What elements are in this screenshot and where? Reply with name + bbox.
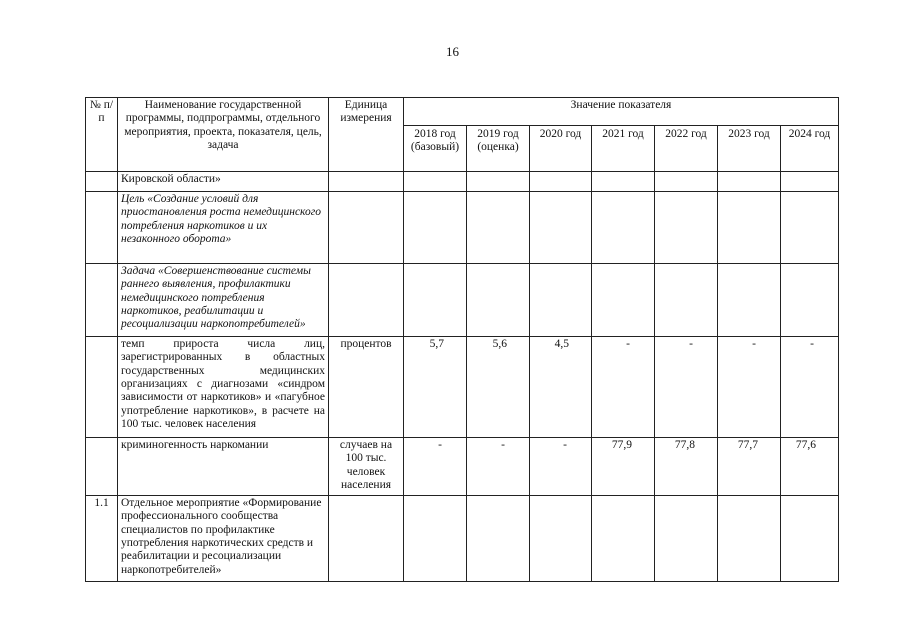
value-cell xyxy=(592,172,655,192)
header-num: № п/п xyxy=(86,98,118,172)
value-cell xyxy=(530,172,592,192)
value-cell xyxy=(592,264,655,337)
row-name: Кировской области» xyxy=(118,172,329,192)
header-row xyxy=(86,98,839,126)
value-cell: 5,7 xyxy=(404,337,467,438)
value-cell xyxy=(592,192,655,264)
row-unit xyxy=(329,172,404,192)
header-name: Наименование государственной программы, подпрограммы, отдельного мероприятия, проекта, показателя, цель, задача xyxy=(118,98,329,172)
year-label: 2024 год xyxy=(788,128,831,140)
year-label: 2020 год xyxy=(539,128,582,140)
table-row xyxy=(86,496,839,582)
row-number: 1.1 xyxy=(86,496,118,582)
value-cell xyxy=(404,496,467,582)
row-unit: процентов xyxy=(329,337,404,438)
year-header xyxy=(592,126,655,172)
value-cell xyxy=(655,192,718,264)
page-number: 16 xyxy=(446,44,459,59)
row-name: Цель «Создание условий для приостановления роста немедицинского потребления наркотиков и их незаконного оборота» xyxy=(118,192,329,264)
value-cell xyxy=(781,496,839,582)
year-label: 2022 год xyxy=(665,128,707,140)
year-note: (базовый) xyxy=(410,141,460,154)
row-unit xyxy=(329,192,404,264)
year-label: 2023 год xyxy=(728,128,770,140)
header-unit: Единица измерения xyxy=(329,98,404,172)
year-header xyxy=(467,126,530,172)
value-cell xyxy=(655,496,718,582)
row-number xyxy=(86,192,118,264)
row-unit xyxy=(329,264,404,337)
value-cell xyxy=(718,192,781,264)
value-cell xyxy=(592,496,655,582)
value-cell xyxy=(404,172,467,192)
table-row xyxy=(86,264,839,337)
value-cell xyxy=(467,496,530,582)
value-cell: 5,6 xyxy=(467,337,530,438)
row-number xyxy=(86,264,118,337)
value-cell: - xyxy=(718,337,781,438)
value-cell: 77,6 xyxy=(781,438,839,496)
year-label: 2019 год xyxy=(477,128,519,140)
value-cell: 77,7 xyxy=(718,438,781,496)
value-cell xyxy=(781,172,839,192)
year-label: 2021 год xyxy=(602,128,644,140)
value-cell: - xyxy=(404,438,467,496)
value-cell xyxy=(467,264,530,337)
value-cell: 77,8 xyxy=(655,438,718,496)
value-cell: - xyxy=(781,337,839,438)
row-unit: случаев на 100 тыс. человек населения xyxy=(329,438,404,496)
table-row xyxy=(86,192,839,264)
table-row xyxy=(86,438,839,496)
row-number xyxy=(86,172,118,192)
value-cell xyxy=(781,264,839,337)
row-number xyxy=(86,438,118,496)
value-cell: - xyxy=(655,337,718,438)
value-cell: - xyxy=(592,337,655,438)
row-unit xyxy=(329,496,404,582)
value-cell: - xyxy=(467,438,530,496)
value-cell xyxy=(781,192,839,264)
indicators-table xyxy=(85,97,839,582)
value-cell xyxy=(467,172,530,192)
value-cell xyxy=(655,172,718,192)
row-name: Задача «Совершенствование системы раннего выявления, профилактики немедицинского потребления наркотиков, реабилитации и ресоциализации наркопотребителей» xyxy=(118,264,329,337)
year-note: (оценка) xyxy=(477,141,519,154)
value-cell xyxy=(530,192,592,264)
value-cell xyxy=(530,496,592,582)
year-header xyxy=(781,126,839,172)
value-cell xyxy=(404,264,467,337)
table-row xyxy=(86,337,839,438)
value-cell xyxy=(467,192,530,264)
value-cell xyxy=(718,496,781,582)
table-row xyxy=(86,172,839,192)
row-name: темп прироста числа лиц, зарегистрированных в областных государственных медицинских организациях с диагнозами «синдром зависимости от наркотиков» и «пагубное употребление наркотиков», в расчете на 100 тыс. человек населения xyxy=(118,337,329,438)
row-name: Отдельное мероприятие «Формирование профессионального сообщества специалистов по профилактике употребления наркотических средств и реабилитации и ресоциализации наркопотребителей» xyxy=(118,496,329,582)
row-name: криминогенность наркомании xyxy=(118,438,329,496)
year-header xyxy=(718,126,781,172)
header-values: Значение показателя xyxy=(404,98,839,126)
row-number xyxy=(86,337,118,438)
value-cell xyxy=(404,192,467,264)
value-cell xyxy=(718,264,781,337)
value-cell: 4,5 xyxy=(530,337,592,438)
year-header xyxy=(655,126,718,172)
value-cell: - xyxy=(530,438,592,496)
value-cell xyxy=(530,264,592,337)
value-cell xyxy=(655,264,718,337)
value-cell xyxy=(718,172,781,192)
year-label: 2018 год xyxy=(414,128,456,140)
value-cell: 77,9 xyxy=(592,438,655,496)
year-header xyxy=(530,126,592,172)
year-header xyxy=(404,126,467,172)
